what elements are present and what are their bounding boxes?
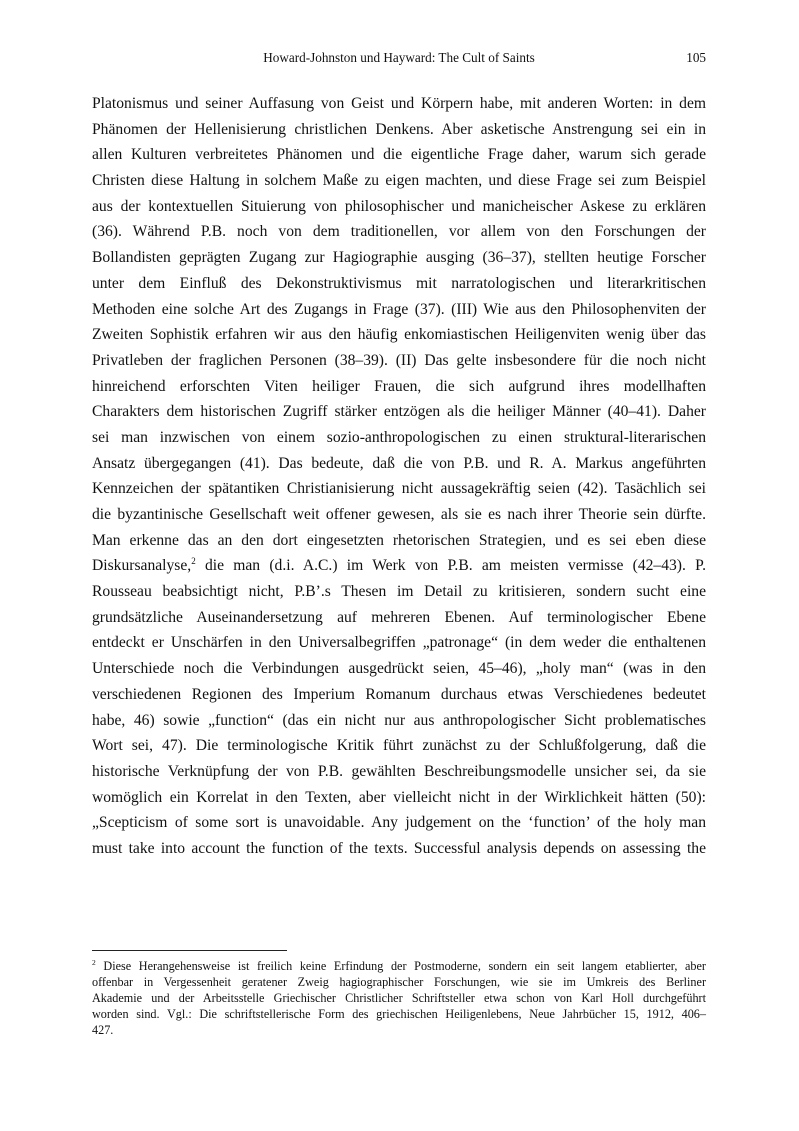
text-line-with-footnote-ref bbox=[92, 553, 706, 579]
text-line: „Scepticism of some sort is unavoidable. Any judgement on the ‘function’ of the holy man bbox=[92, 814, 706, 832]
text-line: Charakters dem historischen Zugriff stärker entzögen als die heiliger Männer (40–41). Daher bbox=[92, 403, 706, 421]
text-line: Wort sei, 47). Die terminologische Kritik führt zunächst zu der Schlußfolgerung, daß die bbox=[92, 737, 706, 755]
text-line: must take into account the function of the texts. Successful analysis depends on assessing the bbox=[92, 839, 706, 857]
text-line: Zweiten Sophistik erfahren wir aus den häufig enkomiastischen Heiligenviten wenig über das bbox=[92, 326, 706, 344]
text-line: Bollandisten geprägten Zugang zur Hagiographie ausging (36–37), stellten heutige Forscher bbox=[92, 249, 706, 267]
footnote-separator bbox=[92, 950, 287, 951]
text-line: entdeckt er Unschärfen in den Universalbegriffen „patronage“ (in dem weder die enthaltenen bbox=[92, 634, 706, 652]
text-line: allen Kulturen verbreitetes Phänomen und die eigentliche Frage daher, warum sich gerade bbox=[92, 146, 706, 164]
text-line: Phänomen der Hellenisierung christlichen Denkens. Aber asketische Anstrengung sei ein in bbox=[92, 120, 706, 138]
footnote-lines bbox=[92, 974, 706, 1038]
text-line: hinreichend erforschten Viten heiliger Frauen, die sich aufgrund ihres modellhaften bbox=[92, 377, 706, 395]
footnote-marker: 2 bbox=[92, 958, 96, 967]
text-line: die byzantinische Gesellschaft weit offener gewesen, als sie es nach ihrer Theorie sein dürfte. bbox=[92, 506, 706, 523]
text-segment: Diskursanalyse, bbox=[92, 557, 192, 575]
text-line: Unterschiede noch die Verbindungen ausgedrückt seien, 45–46), „holy man“ (was in den bbox=[92, 660, 706, 678]
text-line: Privatleben der fraglichen Personen (38–39). (II) Das gelte insbesondere für die noch nicht bbox=[92, 351, 706, 369]
body-lines-after-footnote bbox=[92, 579, 706, 862]
text-line: unter dem Einfluß des Dekonstruktivismus mit narratologischen und literarkritischen bbox=[92, 274, 706, 292]
text-line: worden sind. Vgl.: Die schriftstellerische Form des griechischen Heiligenlebens, Neue Jahrbücher 15, 1912, 406– bbox=[92, 1007, 706, 1021]
text-line: womöglich ein Korrelat in den Texten, aber vielleicht nicht in der Wirklichkeit hätten (50): bbox=[92, 788, 706, 806]
text-line: grundsätzliche Auseinandersetzung auf mehreren Ebenen. Auf terminologischer Ebene bbox=[92, 608, 706, 626]
text-line: Christen diese Haltung in solchem Maße zu eigen machten, und diese Frage sei zum Beispiel bbox=[92, 172, 706, 190]
text-line: Man erkenne das an den dort eingesetzten rhetorischen Strategien, und es sei eben diese bbox=[92, 531, 706, 549]
text-segment: die man (d.i. A.C.) im Werk von P.B. am meisten vermisse (42–43). P. bbox=[195, 557, 706, 575]
body-lines-before-footnote bbox=[92, 91, 706, 553]
page-number: 105 bbox=[686, 50, 706, 65]
footnote-line bbox=[92, 958, 706, 974]
text-line: (36). Während P.B. noch von dem traditionellen, vor allem von den Forschungen der bbox=[92, 223, 706, 241]
running-header bbox=[92, 49, 706, 67]
footnote bbox=[92, 958, 706, 1038]
running-title: Howard-Johnston und Hayward: The Cult of Saints bbox=[263, 50, 535, 65]
text-line: aus der kontextuellen Situierung von philosophischer und manicheischer Askese zu erklären bbox=[92, 197, 706, 215]
text-line: Kennzeichen der spätantiken Christianisierung nicht aussagekräftig seien (42). Tasächlich sei bbox=[92, 480, 706, 498]
text-line: 427. bbox=[92, 1023, 114, 1037]
text-line: Akademie und der Arbeitsstelle Griechischer Christlicher Schriftsteller etwa schon von Karl Holl durchgeführt bbox=[92, 991, 706, 1005]
text-line: habe, 46) sowie „function“ (das ein nicht nur aus anthropologischer Sicht problematisches bbox=[92, 711, 706, 729]
text-line: sei man inzwischen von einem sozio-anthropologischen zu einen struktural-literarischen bbox=[92, 428, 706, 446]
footnote-text: Diese Herangehensweise ist freilich keine Erfindung der Postmoderne, sondern ein seit langem etablierter, aber bbox=[95, 959, 706, 973]
footnote-reference[interactable]: 2 bbox=[191, 556, 196, 567]
text-line: offenbar in Vergessenheit geratener Zweig hagiographischer Forschungen, wie sie im Umkreis des Berliner bbox=[92, 975, 706, 989]
text-line: Platonismus und seiner Auffasung von Geist und Körpern habe, mit anderen Worten: in dem bbox=[92, 95, 706, 112]
text-line: Rousseau beabsichtigt nicht, P.B’.s Thesen im Detail zu kritisieren, sondern sucht eine bbox=[92, 583, 706, 601]
text-line: historische Verknüpfung der von P.B. gewählten Beschreibungsmodelle unsicher sei, da sie bbox=[92, 762, 706, 780]
text-line: verschiedenen Regionen des Imperium Romanum durchaus etwas Verschiedenes bedeutet bbox=[92, 685, 706, 703]
body-text bbox=[92, 91, 706, 862]
text-line: Methoden eine solche Art des Zugangs in Frage (37). (III) Wie aus den Philosophenviten der bbox=[92, 300, 706, 318]
text-line: Ansatz übergegangen (41). Das bedeute, daß die von P.B. und R. A. Markus angeführten bbox=[92, 454, 706, 472]
